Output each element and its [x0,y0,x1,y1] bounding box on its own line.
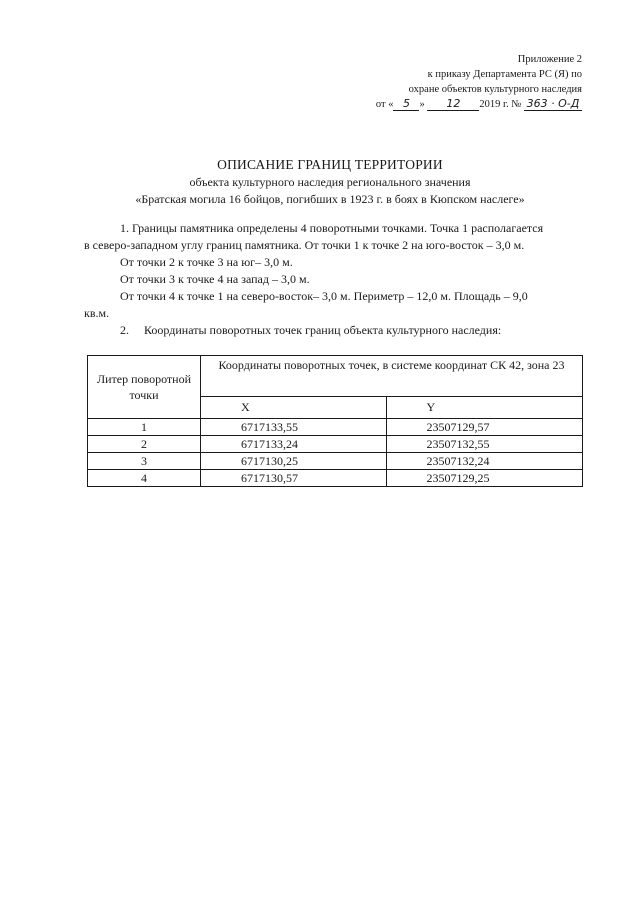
annex-title: Приложение 2 [517,54,582,65]
object-name: «Братская могила 16 бойцов, погибших в 1923 г. в боях в Кюпском наслеге» [135,192,525,206]
table-row [88,470,583,487]
row-x-value: 6717133,24 [201,436,387,453]
row-y-value: 23507132,55 [386,436,582,453]
paragraph-1-line-1: 1. Границы памятника определены 4 поворотными точками. Точка 1 располагается [120,221,544,235]
header-x: X [201,396,387,418]
paragraph-3: От точки 3 к точке 4 на запад – 3,0 м. [120,272,310,286]
annex-header [352,52,582,112]
row-x-value: 6717130,25 [201,453,387,470]
row-y-value: 23507129,25 [386,470,582,487]
paragraph-2: От точки 2 к точке 3 на юг– 3,0 м. [120,255,293,269]
row-y-value: 23507132,24 [386,453,582,470]
paragraph-4-line-1: От точки 4 к точке 1 на северо-восток– 3,0 м. Периметр – 12,0 м. Площадь – 9,0 [120,289,528,303]
date-prefix: от « [375,99,394,110]
row-y-value: 23507129,57 [386,419,582,436]
coordinates-table [87,355,583,487]
date-mid: » [419,99,425,110]
table-row [88,436,583,453]
paragraph-5 [84,322,584,339]
table-row [88,419,583,436]
paragraph-5-number: 2. [120,323,129,337]
description-body [84,220,584,339]
object-category: объекта культурного наследия регионального значения [189,175,471,189]
date-day-handwritten: 5 [393,98,419,111]
header-litera: Литер поворотной точки [88,356,201,419]
paragraph-1-line-2: в северо-западном углу границ памятника. От точки 1 к точке 2 на юго-восток – 3,0 м. [84,238,525,252]
date-year: 2019 г. № [479,99,522,110]
row-point-number: 2 [88,436,201,453]
row-x-value: 6717130,57 [201,470,387,487]
row-point-number: 1 [88,419,201,436]
table-header-row [88,356,583,397]
annex-date-line [352,97,582,112]
row-x-value: 6717133,55 [201,419,387,436]
row-point-number: 4 [88,470,201,487]
row-point-number: 3 [88,453,201,470]
paragraph-5-text: Координаты поворотных точек границ объекта культурного наследия: [144,323,502,337]
table-row [88,453,583,470]
date-month-handwritten: 12 [427,98,479,111]
document-title: ОПИСАНИЕ ГРАНИЦ ТЕРРИТОРИИ [217,157,443,172]
annex-department: охране объектов культурного наследия [408,84,582,95]
header-y: Y [386,396,582,418]
header-coordinates: Координаты поворотных точек, в системе координат СК 42, зона 23 [201,356,583,397]
annex-order-ref: к приказу Департамента РС (Я) по [427,69,582,80]
order-number-handwritten: 363 · О-Д [524,98,582,111]
paragraph-4-line-2: кв.м. [84,306,110,320]
coordinates-table-wrap [87,355,583,487]
title-block [110,156,550,208]
